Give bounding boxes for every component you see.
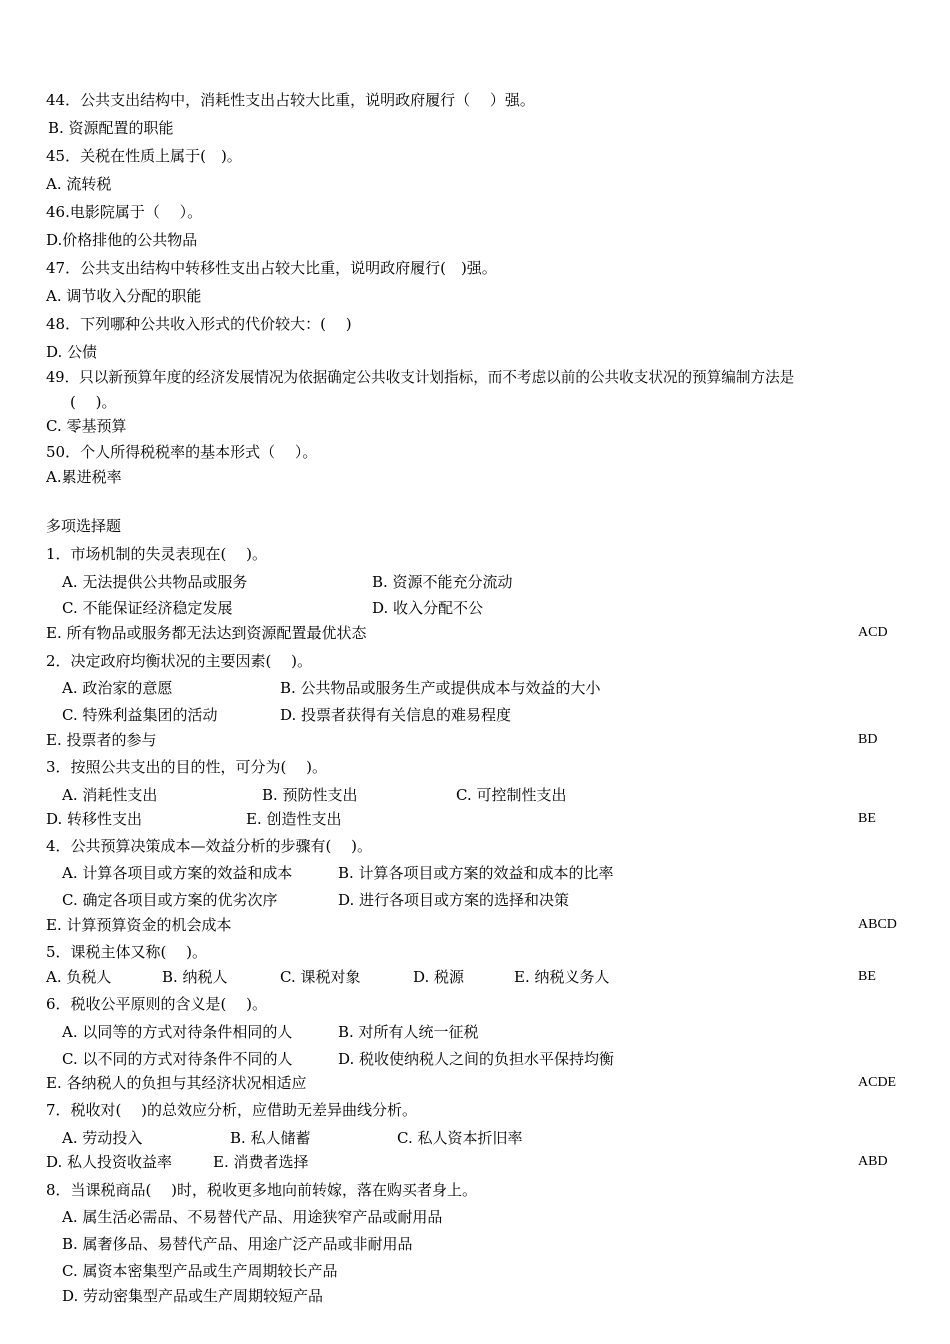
mc-3-option-b: B. 预防性支出	[262, 786, 358, 804]
mc-3-option-e: E. 创造性支出	[246, 810, 342, 828]
mc-5-option-d: D. 税源	[413, 968, 465, 986]
mc-8-option-c: C. 属资本密集型产品或生产周期较长产品	[62, 1262, 338, 1280]
question-49: 49．只以新预算年度的经济发展情况为依据确定公共收支计划指标，而不考虑以前的公共收支状况的预算编制方法是	[46, 369, 795, 386]
mc-2-option-c: C. 特殊利益集团的活动	[62, 706, 218, 724]
mc-3-option-c: C. 可控制性支出	[456, 786, 567, 804]
mc-1-option-d: D. 收入分配不公	[372, 599, 484, 617]
mc-2-option-d: D. 投票者获得有关信息的难易程度	[280, 706, 512, 724]
mc-8-option-b: B. 属奢侈品、易替代产品、用途广泛产品或非耐用品	[62, 1235, 413, 1253]
mc-7-option-a: A. 劳动投入	[62, 1129, 143, 1147]
mc-8-option-a: A. 属生活必需品、不易替代产品、用途狭窄产品或耐用品	[62, 1208, 443, 1226]
mc-question-1: 1．市场机制的失灵表现在( )。	[46, 545, 268, 563]
mc-1-answer: ACD	[858, 625, 888, 640]
mc-2-option-b: B. 公共物品或服务生产或提供成本与效益的大小	[280, 679, 601, 697]
mc-3-option-a: A. 消耗性支出	[62, 786, 158, 804]
mc-6-option-d: D. 税收使纳税人之间的负担水平保持均衡	[338, 1050, 615, 1068]
section-title: 多项选择题	[46, 517, 122, 535]
mc-5-option-e: E. 纳税义务人	[514, 968, 610, 986]
answer-46: D.价格排他的公共物品	[46, 231, 198, 249]
mc-3-answer: BE	[858, 811, 876, 826]
mc-4-option-c: C. 确定各项目或方案的优劣次序	[62, 891, 278, 909]
mc-5-option-b: B. 纳税人	[162, 968, 228, 986]
question-45: 45．关税在性质上属于( )。	[46, 147, 242, 165]
mc-5-answer: BE	[858, 969, 876, 984]
mc-question-7: 7．税收对( )的总效应分析，应借助无差异曲线分析。	[46, 1101, 418, 1119]
mc-2-option-e: E. 投票者的参与	[46, 731, 157, 749]
mc-question-8: 8．当课税商品( )时，税收更多地向前转嫁，落在购买者身上。	[46, 1181, 478, 1199]
question-44: 44．公共支出结构中，消耗性支出占较大比重，说明政府履行（ ）强。	[46, 91, 535, 109]
question-50: 50．个人所得税税率的基本形式（ ）。	[46, 443, 318, 461]
mc-4-answer: ABCD	[858, 917, 897, 932]
mc-6-option-c: C. 以不同的方式对待条件不同的人	[62, 1050, 293, 1068]
mc-3-option-d: D. 转移性支出	[46, 810, 143, 828]
mc-7-option-c: C. 私人资本折旧率	[397, 1129, 523, 1147]
mc-4-option-b: B. 计算各项目或方案的效益和成本的比率	[338, 864, 614, 882]
answer-49: C. 零基预算	[46, 417, 127, 435]
mc-1-option-c: C. 不能保证经济稳定发展	[62, 599, 233, 617]
mc-question-3: 3．按照公共支出的目的性，可分为( )。	[46, 758, 328, 776]
mc-4-option-a: A. 计算各项目或方案的效益和成本	[62, 864, 293, 882]
mc-question-5: 5．课税主体又称( )。	[46, 943, 208, 961]
mc-2-answer: BD	[858, 732, 878, 747]
question-49-cont: ( )。	[70, 393, 117, 411]
question-47: 47．公共支出结构中转移性支出占较大比重，说明政府履行( )强。	[46, 259, 497, 277]
mc-2-option-a: A. 政治家的意愿	[62, 679, 173, 697]
mc-7-answer: ABD	[858, 1154, 888, 1169]
mc-6-option-a: A. 以同等的方式对待条件相同的人	[62, 1023, 293, 1041]
mc-7-option-b: B. 私人储蓄	[230, 1129, 311, 1147]
mc-4-option-d: D. 进行各项目或方案的选择和决策	[338, 891, 570, 909]
question-48: 48．下列哪种公共收入形式的代价较大：( )	[46, 315, 352, 333]
mc-question-6: 6．税收公平原则的含义是( )。	[46, 995, 268, 1013]
mc-5-option-c: C. 课税对象	[280, 968, 361, 986]
answer-47: A. 调节收入分配的职能	[46, 287, 202, 305]
mc-4-option-e: E. 计算预算资金的机会成本	[46, 916, 232, 934]
mc-1-option-b: B. 资源不能充分流动	[372, 573, 513, 591]
mc-6-option-b: B. 对所有人统一征税	[338, 1023, 479, 1041]
mc-question-2: 2．决定政府均衡状况的主要因素( )。	[46, 652, 313, 670]
question-46: 46.电影院属于（ ）。	[46, 203, 203, 221]
mc-5-option-a: A. 负税人	[46, 968, 112, 986]
answer-45: A. 流转税	[46, 175, 112, 193]
answer-50: A.累进税率	[46, 468, 122, 486]
mc-6-answer: ACDE	[858, 1075, 897, 1090]
mc-question-4: 4．公共预算决策成本—效益分析的步骤有( )。	[46, 837, 373, 855]
mc-7-option-e: E. 消费者选择	[213, 1153, 309, 1171]
answer-48: D. 公债	[46, 343, 98, 361]
mc-6-option-e: E. 各纳税人的负担与其经济状况相适应	[46, 1074, 307, 1092]
mc-7-option-d: D. 私人投资收益率	[46, 1153, 173, 1171]
mc-8-option-d: D. 劳动密集型产品或生产周期较短产品	[62, 1287, 324, 1305]
mc-1-option-e: E. 所有物品或服务都无法达到资源配置最优状态	[46, 624, 367, 642]
answer-44: B. 资源配置的职能	[48, 119, 174, 137]
mc-1-option-a: A. 无法提供公共物品或服务	[62, 573, 248, 591]
